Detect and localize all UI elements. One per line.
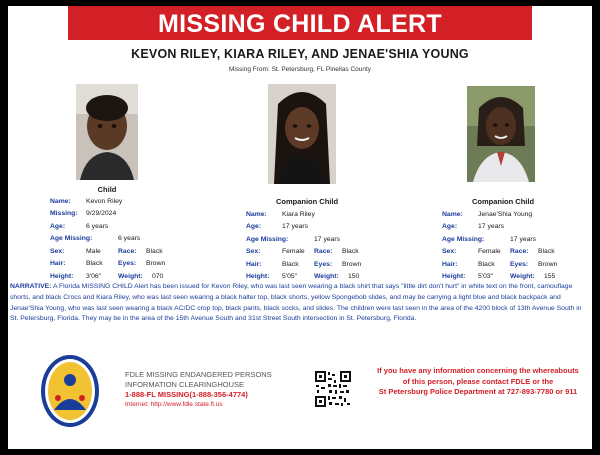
race-value: Black	[146, 247, 163, 255]
eyes-label: Eyes:	[510, 260, 529, 268]
age-missing-value: 17 years	[314, 235, 341, 243]
alert-poster	[8, 6, 592, 449]
sex-label: Sex:	[50, 247, 65, 255]
person-role-label: Companion Child	[471, 197, 535, 206]
companion-portrait-image	[268, 84, 336, 184]
height-value: 3'06"	[86, 272, 102, 280]
weight-value: 070	[152, 272, 164, 280]
weight-value: 150	[348, 273, 360, 281]
weight-label: Weight:	[510, 273, 535, 281]
companion-portrait-image	[467, 86, 535, 182]
sex-value: Male	[86, 247, 101, 255]
sex-value: Female	[282, 248, 305, 256]
name-value: Kiara Riley	[282, 210, 315, 218]
qr-code-icon	[314, 370, 352, 408]
weight-label: Weight:	[314, 273, 339, 281]
missing-location: Missing From: St. Petersburg, FL Pinellas County	[228, 66, 372, 73]
badge-logo-icon	[40, 354, 100, 428]
hair-value: Black	[86, 260, 103, 268]
age-missing-value: 6 years	[118, 235, 141, 243]
height-value: 5'05"	[282, 273, 298, 281]
person-role-label: Child	[97, 185, 117, 194]
eyes-value: Brown	[342, 260, 362, 268]
narrative-text: A Florida MISSING CHILD Alert has been issued for Kevon Riley, who was last seen wearing a black shirt that says "little dirt don't hurt" in white text on the front, camouflage shorts, and black Crocs and Kiara Riley, who was last seen wearing a black halter top, black shorts, yellow Spongebob slides, and may be carrying a light blue and black backpack and Jenae'Shia Young, who was last seen wearing a black AC/DC crop top, black pants, black socks, and slides. The children were last seen in the area of the 4200 block of 13th Avenue South in St. Petersburg, Florida. They may be in the area of the 15th Avenue South and 31st Street South intersection in St. Petersburg, Florida.	[10, 283, 582, 323]
narrative-label: NARRATIVE:	[10, 283, 52, 290]
age-value: 17 years	[282, 223, 309, 231]
sex-label: Sex:	[246, 248, 261, 256]
narrative-paragraph	[10, 282, 590, 325]
height-value: 5'03"	[478, 273, 494, 281]
age-value: 6 years	[86, 222, 109, 230]
height-label: Height:	[50, 272, 74, 280]
eyes-label: Eyes:	[314, 260, 333, 268]
age-value: 17 years	[478, 223, 505, 231]
age-missing-label: Age Missing:	[246, 235, 289, 243]
height-label: Height:	[442, 273, 466, 281]
person-details-jenaeshia	[442, 208, 592, 283]
contact-line1: If you have any information concerning the whereabouts	[377, 366, 579, 375]
weight-label: Weight:	[118, 272, 143, 280]
photo-jenaeshia-young	[467, 86, 535, 182]
race-label: Race:	[118, 247, 137, 255]
hair-label: Hair:	[50, 260, 66, 268]
eyes-label: Eyes:	[118, 260, 137, 268]
contact-instructions	[368, 366, 588, 398]
child-portrait-image	[76, 84, 138, 180]
clearinghouse-phone: 1-888-FL MISSING(1-888-356-4774)	[125, 390, 248, 399]
age-label: Age:	[246, 223, 262, 231]
eyes-value: Brown	[146, 260, 166, 268]
clearinghouse-info	[125, 370, 272, 410]
missing-date-value: 9/29/2024	[86, 210, 117, 218]
sex-value: Female	[478, 248, 501, 256]
hair-label: Hair:	[442, 260, 458, 268]
height-label: Height:	[246, 273, 270, 281]
person-role-label: Companion Child	[275, 197, 339, 206]
contact-line2: of this person, please contact FDLE or the	[402, 376, 554, 386]
clearinghouse-line1: FDLE MISSING ENDANGERED PERSONS	[125, 370, 272, 379]
photo-kiara-riley	[268, 84, 336, 184]
hair-label: Hair:	[246, 260, 262, 268]
clearinghouse-line2: INFORMATION CLEARINGHOUSE	[125, 380, 245, 389]
race-label: Race:	[510, 248, 529, 256]
name-label: Name:	[246, 210, 267, 218]
race-value: Black	[538, 248, 555, 256]
name-label: Name:	[442, 210, 463, 218]
clearinghouse-website: Internet: http://www.fdle.state.fl.us	[125, 401, 223, 408]
name-value: Jenae'Shia Young	[478, 210, 533, 218]
hair-value: Black	[478, 260, 495, 268]
contact-line3: St Petersburg Police Department at 727-893-7780 or 911	[378, 387, 578, 397]
age-missing-value: 17 years	[510, 235, 537, 243]
person-details-kevon	[50, 195, 200, 283]
race-label: Race:	[314, 248, 333, 256]
age-missing-label: Age Missing:	[50, 235, 93, 243]
age-missing-label: Age Missing:	[442, 235, 485, 243]
person-details-kiara	[246, 208, 396, 283]
hair-value: Black	[282, 260, 299, 268]
fdle-clearinghouse-logo	[40, 354, 100, 428]
age-label: Age:	[50, 222, 66, 230]
qr-code	[314, 370, 352, 408]
eyes-value: Brown	[538, 260, 558, 268]
sex-label: Sex:	[442, 248, 457, 256]
missing-names-heading: KEVON RILEY, KIARA RILEY, AND JENAE'SHIA YOUNG	[131, 47, 469, 61]
photo-kevon-riley	[76, 84, 138, 180]
race-value: Black	[342, 248, 359, 256]
name-value: Kevon Riley	[86, 197, 123, 205]
missing-date-label: Missing:	[50, 210, 78, 218]
alert-title-banner: MISSING CHILD ALERT	[68, 6, 532, 40]
age-label: Age:	[442, 223, 458, 231]
weight-value: 155	[544, 273, 556, 281]
name-label: Name:	[50, 197, 71, 205]
